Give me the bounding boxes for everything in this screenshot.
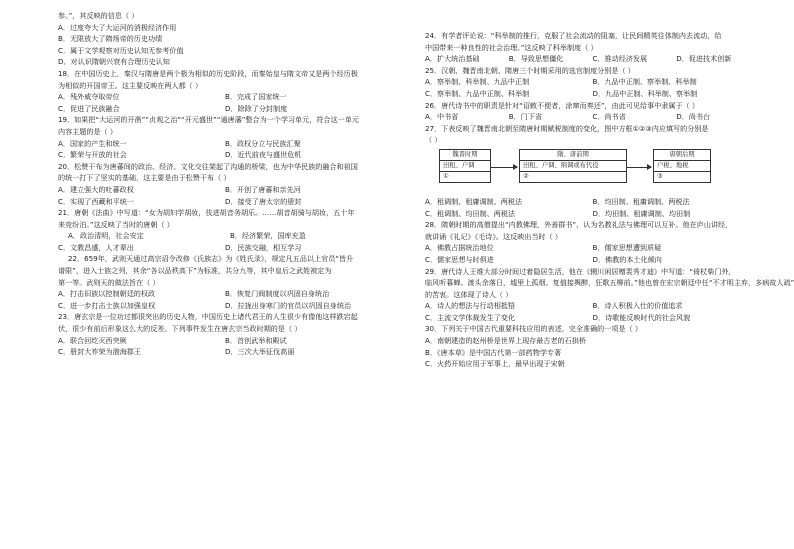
answer-option: A．佛教占据统治地位 [425,243,494,253]
answer-option: A．租调制、租庸调制、两税法 [425,196,523,206]
answer-option: A．国家的产生和统一 [58,138,127,148]
answer-option: C．实现了西藏和平统一 [58,196,134,206]
answer-option: D．除除了分封制度 [225,103,288,113]
answer-option: B．政权分立与民族汇聚 [225,138,301,148]
answer-option: A．诗人的想法与行动相抵牾 [425,301,515,311]
answer-option: D．拉拢出身寒门的官员以巩固自身统治 [225,300,352,310]
answer-option: C．进一步打击士族以加强皇权 [58,300,156,310]
answer-options-row [58,196,392,208]
answer-option: B．恢复门阀制度以巩固自身统治 [225,289,330,299]
text-line: 26．唐代诗书中的职责是针对“诏敕不便者，涂窜而奏还”，由此可见给事中隶属于（ ） [425,100,700,110]
text-line: 24．有学者评论说：“科举制的推行，克服了社会流动的阻塞，让民间精英往体制内去流动，给 [425,31,722,40]
answer-options-row [425,208,760,220]
answer-option: B．完成了国家统一 [225,92,287,102]
text-line: B．《唐本草》是中国古代第一部药物学专著 [425,347,562,357]
answer-options-row [425,254,760,266]
answer-options-row [58,346,392,358]
diagram-box-row: 户税、地税 [654,161,710,172]
answer-option: D．佛教的本土化倾向 [592,254,662,264]
answer-option: D．诗歌能反映时代的社会风貌 [592,312,691,322]
answer-option: D．民族交融，相互学习 [225,242,302,252]
answer-option: D．尚书台 [676,112,711,122]
answer-option: C．察举制、九品中正制、科举制 [425,88,530,98]
text-line: C．属于文学观察对历史认知无参考价值 [58,45,184,55]
text-line: 来竞纷泊。”这反映了当时的唐朝（ ） [58,219,174,229]
answer-option: B．均田制、租庸调制、两税法 [592,196,690,206]
diagram-box-tanglater [653,149,711,183]
answer-options-row [58,149,392,161]
text-line: 的统一打下了坚实的基础，这主要是由于松赞干布（ ） [58,173,231,183]
answer-option: A．扩大统治基础 [425,54,480,64]
answer-option: B．门下省 [508,112,542,122]
right-questions-24-27 [425,30,760,146]
answer-option: C．促进了民族融合 [58,103,120,113]
text-line: 25．汉朝、魏晋南北朝、隋唐三个时期采用的选官制度分别是（ ） [425,65,635,75]
answer-option: C．文教昌盛，人才辈出 [58,242,134,252]
answer-option: A．中书省 [425,112,459,122]
text-line: 内容主题的是（ ） [58,126,118,136]
text-line: （ ） [425,135,442,145]
answer-option: C．主流文学体裁发生了变化 [425,312,516,322]
tax-system-diagram [439,149,729,193]
text-line: 23．唐玄宗是一位功过都很突出的历史人物，中国历史上诸代君王的人生很少有像他这样跌宕起 [58,312,358,322]
answer-option: B．诗人积极入仕的价值追求 [592,301,683,311]
answer-options-row [425,53,760,65]
text-line: 18．在中国历史上，秦汉与隋唐是两个极为相似的历史阶段，而秦始皇与隋文帝又是两个经历极 [58,68,358,78]
right-column [425,30,794,370]
diagram-box-row: 田租、户调 [440,161,490,172]
text-line: 29．唐代诗人王维大部分时间过着隐居生活，他在《辋川闲居赠裴秀才迪》中写道：“倚杖柴门外， [425,266,736,276]
text-line: C．火药开始应用于军事上，最早出现于宋朝 [425,359,565,369]
answer-option: D．近代前夜与盛世危机 [225,150,302,160]
answer-options-row [425,242,760,254]
text-line: B．无限放大了隋炀帝的历史功绩 [58,34,163,44]
answer-options-row [425,300,760,312]
answer-option: A．建立强大的吐蕃政权 [58,184,134,194]
text-line: A．南朝建造的赵州桥是世界上现存最古老的石拱桥 [425,336,586,346]
answer-option: B．儒家思想遭到质疑 [592,243,662,253]
answer-option: B．开创了唐蕃和亲先河 [225,184,301,194]
diagram-arrow [627,167,651,168]
text-line: 19．如果把“大运河的开凿”“贞观之治”“开元盛世”“通唐藩”整合为一个学习单元，符合这一单元 [58,115,359,125]
answer-option: D．促进技术创新 [676,54,732,64]
answer-option: C．繁荣与开放的社会 [58,150,127,160]
text-line: 谱限”，进入士族之列，其余“各以品秩高下”为标准，共分九等，其中皇后之武姓被定为 [58,266,332,276]
text-line: 20．松赞干布为唐蕃间的政治、经济、文化交往架起了沟通的桥梁，也为中华民族的融合和祖国 [58,161,358,171]
answer-options-row [58,242,392,254]
answer-options-row [58,184,392,196]
diagram-arrow [491,167,517,168]
answer-options-row [58,138,392,150]
answer-options-row [58,300,392,312]
answer-option: C．儒家思想与时俱进 [425,254,494,264]
text-line: 中国带来一种良性的社会治理。”这反映了科举制度（ ） [425,42,598,52]
answer-options-row [58,103,392,115]
text-line: 伏，很少有前后形象这么大的反差。下列事件发生在唐玄宗当政时期的是（ ） [58,324,302,334]
text-line: 第一等。武则天的做法旨在（ ） [58,277,160,287]
diagram-blank-2: ② [523,172,529,180]
answer-option: C．推动经济发展 [592,54,648,64]
diagram-box-header: 隋、唐前期 [520,150,626,161]
diagram-box-suitang [519,149,627,183]
answer-option: C．尚书省 [592,112,626,122]
answer-options-row [58,230,392,242]
left-column [58,10,392,358]
text-line: A．过度夸大了大运河的消极经济作用 [58,22,177,32]
answer-option: C．册封大祚荣为渤海郡王 [58,347,141,357]
text-line: 30．下列关于中国古代重要科技应用的表述，完全准确的一项是（ ） [425,324,642,334]
text-line: 就讲诵《礼记》《毛诗》。这反映出当时（ ） [425,231,563,241]
answer-options-row [425,196,760,208]
answer-options-row [58,335,392,347]
answer-option: A．联合回纥灭西突厥 [58,335,127,345]
text-line: D．对认识隋朝兴衰有合理历史认知 [58,57,170,67]
answer-option: A．残外威夺取帝位 [58,92,120,102]
answer-option: B．首创武举和殿试 [225,335,287,345]
text-line: 21．唐朝《法曲》中写道：“女为胡妇学胡妆，伎进胡音务胡乐。……胡音胡骑与胡妆，五十年 [58,208,355,218]
answer-option: D．三次大举征伐高丽 [225,347,295,357]
answer-option: A．打击旧族以控制朝廷的权政 [58,289,156,299]
diagram-box-row: 田租、户调、绢调或布代役 [520,161,626,172]
answer-option: B．经济繁荣，国库充盈 [230,231,306,241]
text-line: 临风听暮蝉。渡头余落日，墟里上孤烟。复值接舆醉，狂歌五柳前。”他也曾在宏宗朝廷中任“不才明主弃，多病故人疏” [425,278,794,288]
text-line: 为相似的开国帝王。这主要反映在两人都（ ） [58,80,203,90]
answer-options-row [425,111,760,123]
diagram-box-weijin [439,149,491,183]
diagram-box-header: 魏晋时期 [440,150,490,161]
answer-option: D．均田制、租庸调制、均田制 [592,208,691,218]
answer-options-row [58,288,392,300]
answer-option: A．察举制、科举制、九品中正制 [425,77,530,87]
answer-option: D．接受了唐太宗的册封 [225,196,302,206]
answer-option: C．租调制、均田制、两税法 [425,208,516,218]
text-line: 28．隋朝时期的高僧提出“内教佛理，外善群书”，认为名教礼法与佛理可以互补。他在庐山讲经， [425,220,733,230]
diagram-blank-3: ③ [657,172,663,180]
text-line: 22．659年，武则天通过高宗诏令改修《氏族志》为《姓氏录》，规定凡五品以上官员“皆升 [68,254,354,264]
answer-options-row [58,91,392,103]
answer-option: D．九品中正制、科举制、察举制 [592,88,698,98]
answer-options-row [425,312,760,324]
answer-options-row [425,88,760,100]
text-line: 参。”，其反映的信息（ ） [58,11,139,20]
answer-option: A．政治清明，社会安定 [68,231,144,241]
answer-options-row [425,76,760,88]
diagram-box-header: 唐朝后期 [654,150,710,161]
text-line: 27．下表反映了魏晋南北朝至隋唐时期赋税制度的变化，图中方框①②③内应填写的分别是 [425,123,709,133]
answer-option: B．导致思想僵化 [508,54,564,64]
text-line: 的苦衷。这体现了诗人（ ） [425,289,513,299]
right-questions-27-30 [425,196,794,370]
answer-option: B．九品中正制、察举制、科举制 [592,77,697,87]
diagram-blank-1: ① [443,172,449,180]
